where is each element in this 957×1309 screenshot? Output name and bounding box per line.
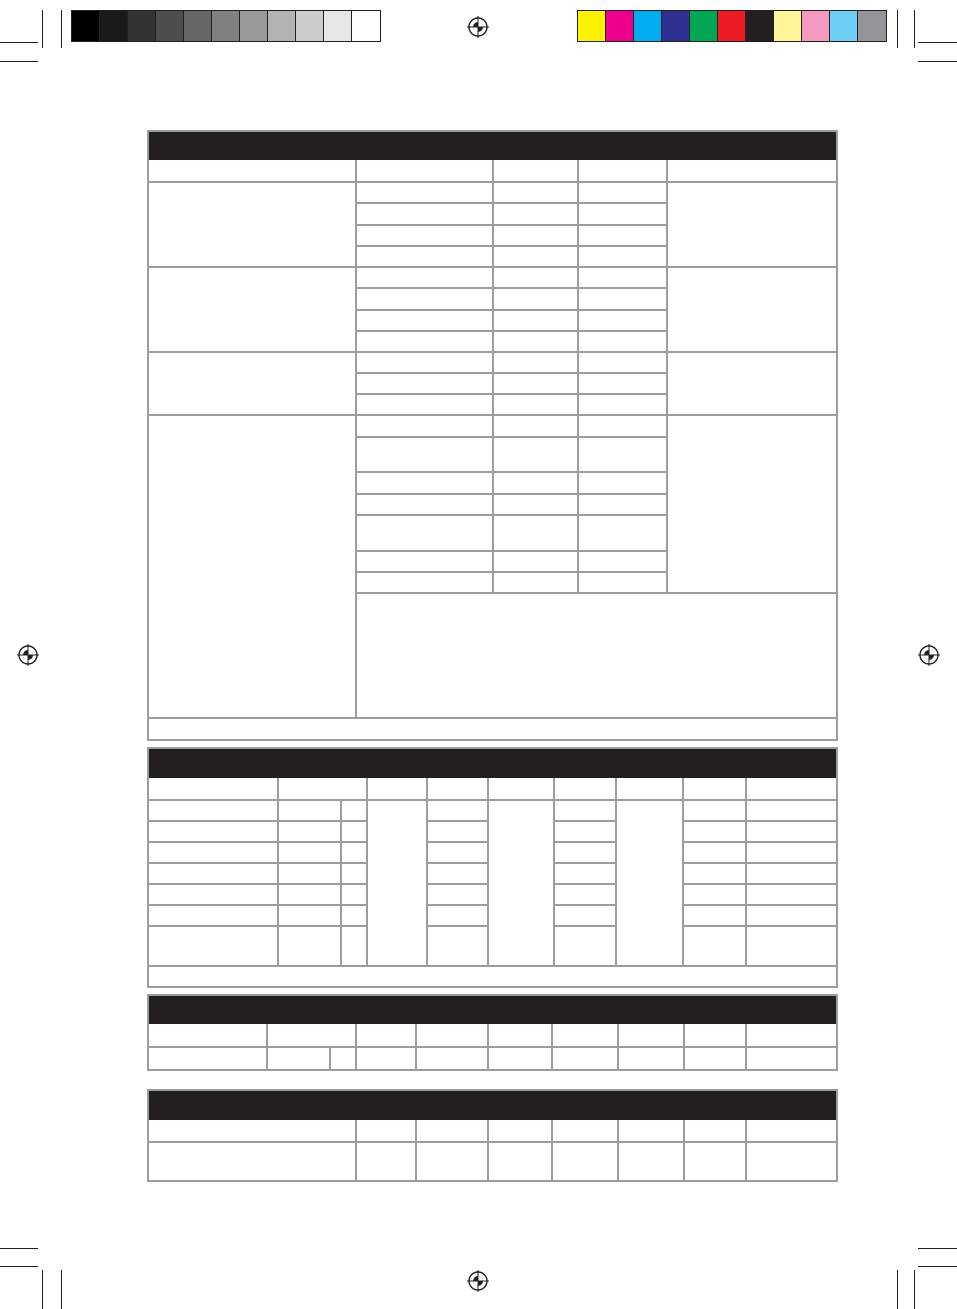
table-2-rule (426, 925, 489, 927)
grayscale-swatch (296, 11, 324, 41)
table-1-rule (355, 592, 836, 594)
table-1-rule (355, 436, 668, 438)
crop-mark-top-right-h (918, 42, 957, 43)
crop-mark-bottom-left-v (42, 1270, 43, 1309)
crop-mark-top-left-v (42, 10, 43, 48)
grayscale-swatch (128, 11, 156, 41)
table-2-col-sep (340, 799, 342, 965)
table-2-rule (149, 799, 836, 801)
table-4-rule (149, 1141, 836, 1143)
table-1-rule (355, 372, 668, 374)
table-3-col-sep (415, 1024, 417, 1071)
registration-target-icon (918, 644, 940, 666)
table-2-rule (426, 841, 489, 843)
color-swatch (578, 11, 606, 41)
spec-table-2 (147, 747, 838, 988)
color-swatch (690, 11, 718, 41)
grayscale-swatch (72, 11, 100, 41)
crop-mark-top-left-h (0, 42, 38, 43)
crop-mark-top-left-h2 (0, 61, 38, 62)
crop-mark-top-right-v2 (914, 10, 915, 48)
grayscale-swatch (184, 11, 212, 41)
table-2-rule (149, 965, 836, 967)
table-1-rule (355, 202, 668, 204)
table-3-col-sep (551, 1024, 553, 1071)
crop-mark-bottom-left-v2 (61, 1270, 62, 1309)
color-swatch (830, 11, 858, 41)
table-1-rule (355, 550, 668, 552)
table-1-rule (355, 245, 668, 247)
color-swatch (634, 11, 662, 41)
table-1-rule (355, 224, 668, 226)
table-2-col-sep (366, 778, 368, 965)
table-1-rule (355, 493, 668, 495)
crop-mark-top-right-h2 (918, 61, 957, 62)
crop-mark-bottom-left-h2 (0, 1266, 38, 1267)
grayscale-swatch (324, 11, 352, 41)
table-1-rule (355, 287, 668, 289)
table-2-rule (149, 904, 368, 906)
table-2-rule (553, 925, 617, 927)
table-4-header-bar (149, 1091, 836, 1120)
registration-target-icon (467, 16, 489, 38)
table-2-rule (682, 862, 836, 864)
table-4-col-sep (415, 1120, 417, 1182)
crop-mark-bottom-right-h (918, 1248, 957, 1249)
color-swatch (606, 11, 634, 41)
color-swatch (718, 11, 746, 41)
table-1-rule (149, 266, 836, 268)
grayscale-swatch (212, 11, 240, 41)
table-2-col-sep (553, 778, 555, 965)
table-2-rule (682, 925, 836, 927)
table-3-col-sep (683, 1024, 685, 1071)
table-2-rule (149, 925, 368, 927)
crop-mark-top-left-v2 (61, 10, 62, 48)
table-1-rule (355, 393, 668, 395)
table-1-rule (355, 514, 668, 516)
table-1-rule (355, 309, 668, 311)
table-2-col-sep (682, 778, 684, 965)
table-2-header-bar (149, 749, 836, 778)
table-2-rule (426, 862, 489, 864)
table-4-col-sep (487, 1120, 489, 1182)
grayscale-swatch (156, 11, 184, 41)
color-swatch (774, 11, 802, 41)
table-2-rule (553, 841, 617, 843)
table-2-col-sep (426, 778, 428, 965)
table-2-rule (426, 820, 489, 822)
table-3-col-sep (329, 1046, 331, 1071)
crop-mark-bottom-left-h (0, 1248, 38, 1249)
table-3-col-sep (487, 1024, 489, 1071)
table-2-rule (682, 841, 836, 843)
spec-table-3 (147, 994, 838, 1071)
table-2-rule (426, 904, 489, 906)
table-4-col-sep (551, 1120, 553, 1182)
table-1-rule (355, 471, 668, 473)
table-2-rule (553, 883, 617, 885)
grayscale-swatch (268, 11, 296, 41)
table-2-rule (149, 862, 368, 864)
table-1-rule (149, 351, 836, 353)
table-3-rule (149, 1046, 836, 1048)
grayscale-swatch-bar (71, 10, 381, 42)
grayscale-swatch (100, 11, 128, 41)
table-2-rule (682, 883, 836, 885)
table-2-col-sep (615, 778, 617, 965)
table-1-rule (149, 717, 836, 719)
table-1-rule (149, 414, 836, 416)
table-2-rule (426, 883, 489, 885)
table-2-col-sep (487, 778, 489, 965)
table-1-rule (355, 330, 668, 332)
table-3-col-sep (355, 1024, 357, 1071)
table-2-rule (553, 904, 617, 906)
table-2-col-sep (745, 778, 747, 965)
table-4-col-sep (355, 1120, 357, 1182)
table-2-rule (149, 820, 368, 822)
grayscale-swatch (240, 11, 268, 41)
table-2-rule (149, 841, 368, 843)
registration-target-icon (17, 644, 39, 666)
color-swatch (746, 11, 774, 41)
crop-mark-bottom-right-v2 (914, 1270, 915, 1309)
spec-table-1 (147, 130, 838, 741)
table-1-header-bar (149, 132, 836, 160)
table-2-rule (682, 904, 836, 906)
table-2-rule (149, 883, 368, 885)
spec-table-4 (147, 1089, 838, 1182)
color-swatch (802, 11, 830, 41)
color-swatch-bar (577, 10, 887, 42)
table-2-rule (553, 862, 617, 864)
table-2-col-sep (277, 778, 279, 965)
table-2-rule (682, 820, 836, 822)
table-4-col-sep (617, 1120, 619, 1182)
table-1-rule (355, 571, 668, 573)
table-4-col-sep (683, 1120, 685, 1182)
color-swatch (662, 11, 690, 41)
table-4-col-sep (745, 1120, 747, 1182)
crop-mark-bottom-right-h2 (918, 1266, 957, 1267)
table-1-col-sep (355, 160, 357, 717)
grayscale-swatch (352, 11, 380, 41)
table-2-rule (553, 820, 617, 822)
table-3-header-bar (149, 996, 836, 1024)
table-3-col-sep (266, 1024, 268, 1071)
registration-target-icon (467, 1270, 489, 1292)
table-3-col-sep (617, 1024, 619, 1071)
table-3-col-sep (745, 1024, 747, 1071)
crop-mark-bottom-right-v (897, 1270, 898, 1309)
color-swatch (858, 11, 886, 41)
crop-mark-top-right-v (897, 10, 898, 48)
